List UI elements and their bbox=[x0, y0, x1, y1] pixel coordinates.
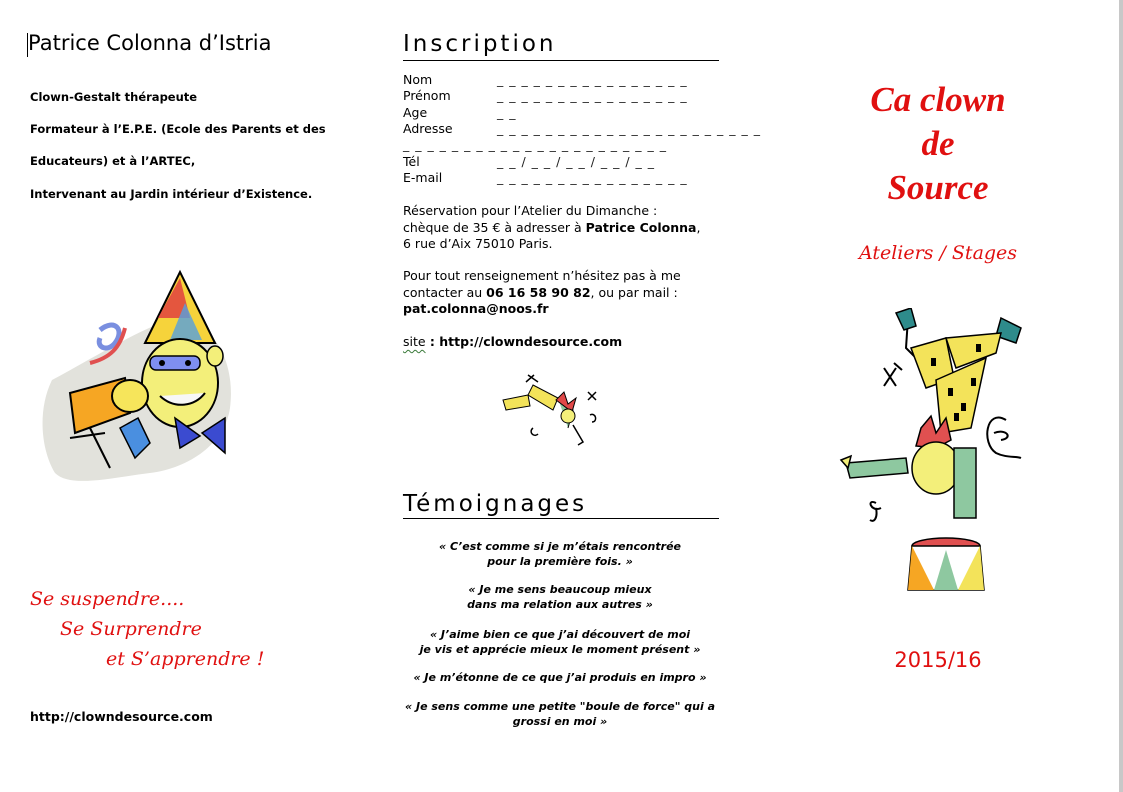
inscription-heading: Inscription bbox=[403, 31, 557, 57]
author-name[interactable]: Patrice Colonna d’Istria bbox=[28, 31, 272, 55]
subtitle: Ateliers / Stages bbox=[858, 242, 1018, 264]
form-label-tel: Tél bbox=[403, 154, 420, 169]
title-line-2: de bbox=[921, 124, 955, 163]
motto-line-3: et S’apprendre ! bbox=[106, 648, 265, 670]
form-label-nom: Nom bbox=[403, 72, 433, 87]
role-line: Educateurs) et à l’ARTEC, bbox=[30, 154, 196, 168]
motto-line-1: Se suspendre.... bbox=[30, 588, 185, 610]
testimonials-heading: Témoignages bbox=[403, 491, 588, 517]
contact-name: Patrice Colonna bbox=[585, 219, 697, 235]
form-label-prenom: Prénom bbox=[403, 88, 451, 103]
testimonial: « C’est comme si je m’étais rencontrée pour la première fois. » bbox=[439, 540, 681, 568]
email-link[interactable]: pat.colonna@noos.fr bbox=[403, 301, 549, 316]
year-label: 2015/16 bbox=[894, 648, 982, 672]
testimonial: « Je me sens beaucoup mieux dans ma relation aux autres » bbox=[467, 583, 653, 611]
site-link[interactable]: http://clowndesource.com bbox=[439, 334, 623, 349]
form-label-email: E-mail bbox=[403, 170, 443, 185]
age-field[interactable]: _ _ bbox=[497, 105, 517, 120]
testimonial: « Je m’étonne de ce que j’ai produis en impro » bbox=[413, 671, 707, 684]
contact-info: Pour tout renseignement n’hésitez pas à me contacter au 06 16 58 90 82, ou par mail : pat.colonna@noos.fr bbox=[403, 268, 681, 316]
small-clown-illustration bbox=[498, 370, 606, 452]
heading-rule bbox=[403, 518, 719, 519]
website-link[interactable]: http://clowndesource.com bbox=[30, 709, 213, 724]
tel-field[interactable]: _ _ / _ _ / _ _ / _ _ / _ _ bbox=[497, 154, 655, 169]
title-line-1: Ca clown bbox=[870, 80, 1006, 119]
clown-trumpet-illustration bbox=[30, 268, 240, 493]
heading-rule bbox=[403, 60, 719, 61]
handstand-clown-illustration bbox=[836, 308, 1036, 598]
nom-field[interactable]: _ _ _ _ _ _ _ _ _ _ _ _ _ _ _ _ bbox=[497, 72, 688, 87]
role-line: Formateur à l’E.P.E. (Ecole des Parents et des bbox=[30, 122, 326, 136]
adresse-field-continuation[interactable]: _ _ _ _ _ _ _ _ _ _ _ _ _ _ _ _ _ _ _ _ _ _ bbox=[403, 137, 667, 152]
reservation-info: Réservation pour l’Atelier du Dimanche : chèque de 35 € à adresser à Patrice Colonna, 6 rue d’Aix 75010 Paris. bbox=[403, 203, 701, 251]
site-line: site : http://clowndesource.com bbox=[403, 334, 623, 349]
form-label-age: Age bbox=[403, 105, 428, 120]
testimonial: « J’aime bien ce que j’ai découvert de moi je vis et apprécie mieux le moment présent » bbox=[419, 628, 701, 656]
motto-line-2: Se Surprendre bbox=[60, 618, 202, 640]
testimonial: « Je sens comme une petite "boule de force" qui a grossi en moi » bbox=[405, 700, 715, 728]
email-field[interactable]: _ _ _ _ _ _ _ _ _ _ _ _ _ _ _ _ bbox=[497, 170, 688, 185]
prenom-field[interactable]: _ _ _ _ _ _ _ _ _ _ _ _ _ _ _ _ bbox=[497, 88, 688, 103]
role-line: Intervenant au Jardin intérieur d’Existence. bbox=[30, 187, 313, 201]
role-line: Clown-Gestalt thérapeute bbox=[30, 90, 198, 104]
window-edge bbox=[1119, 0, 1123, 792]
title-line-3: Source bbox=[887, 168, 989, 207]
form-label-adresse: Adresse bbox=[403, 121, 453, 136]
phone-number: 06 16 58 90 82 bbox=[486, 284, 591, 300]
site-label: site bbox=[403, 334, 426, 349]
adresse-field[interactable]: _ _ _ _ _ _ _ _ _ _ _ _ _ _ _ _ _ _ _ _ _ _ bbox=[497, 121, 761, 136]
